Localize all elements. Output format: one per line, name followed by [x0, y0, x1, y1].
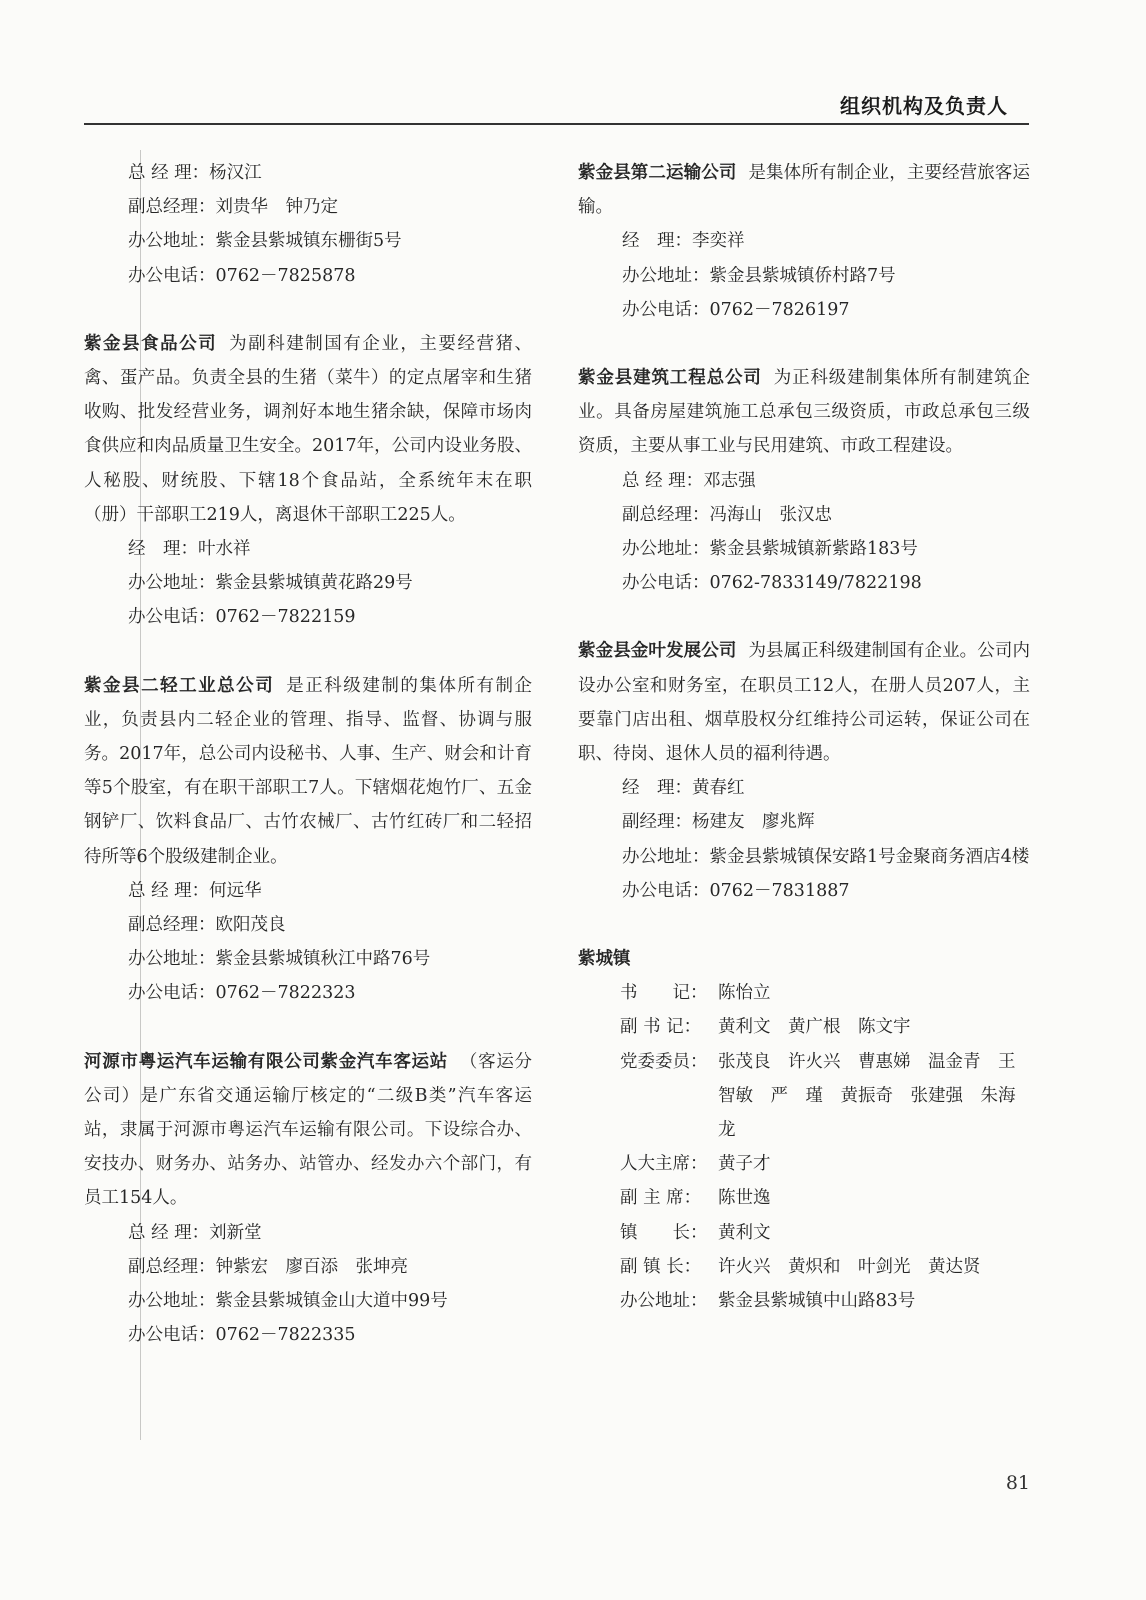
- entry-description: 紫金县第二运输公司 是集体所有制企业，主要经营旅客运输。: [578, 163, 1030, 218]
- field-address: 办公地址：紫金县紫城镇秋江中路76号: [128, 949, 431, 970]
- field-vice-mayors: 副 镇 长： 许火兴 黄炽和 叶剑光 黄达贤: [620, 1256, 981, 1277]
- field-committee-members: 党委委员： 张茂良 许火兴 曹惠娣 温金青 王智敏 严 瑾 黄振奇 张建强 朱海龙: [620, 1051, 1016, 1141]
- entry-second-transport: [578, 156, 1030, 327]
- entry-description: 紫金县食品公司 为副科建制国有企业，主要经营猪、禽、蛋产品。负责全县的生猪（菜牛）的定点屠宰和生猪收购、批发经营业务，调剂好本地生猪余缺，保障市场肉食供应和肉品质量卫生安全。2017年，公司内设业务股、人秘股、财统股、下辖18个食品站，全系统年末在职（册）干部职工219人，离退休干部职工225人。: [84, 333, 533, 525]
- entry-description: 紫金县金叶发展公司 为县属正科级建制国有企业。公司内设办公室和财务室，在职员工12人，在册人员207人，主要靠门店出租、烟草股权分红维持公司运转，保证公司在职、待岗、退休人员的福利待遇。: [578, 641, 1030, 765]
- field-manager: 经 理：黄春红: [622, 778, 745, 799]
- field-address: 办公地址：紫金县紫城镇新紫路183号: [622, 539, 918, 560]
- field-deputy-manager: 副总经理：钟紫宏 廖百添 张坤亮: [128, 1256, 408, 1277]
- field-phone: 办公电话：0762－7822159: [128, 607, 356, 628]
- field-deputy-manager: 副总经理：欧阳茂良: [128, 915, 286, 936]
- field-address: 办公地址：紫金县紫城镇东栅街5号: [128, 231, 402, 252]
- field-general-manager: 总 经 理：何远华: [128, 880, 262, 901]
- left-column: [84, 156, 532, 1353]
- field-address: 办公地址： 紫金县紫城镇中山路83号: [620, 1291, 916, 1312]
- entry-description: 紫金县建筑工程总公司 为正科级建制集体所有制建筑企业。具备房屋建筑施工总承包三级资质，市政总承包三级资质，主要从事工业与民用建筑、市政工程建设。: [578, 368, 1031, 457]
- field-general-manager: 总 经 理：刘新堂: [128, 1222, 262, 1243]
- field-address: 办公地址：紫金县紫城镇金山大道中99号: [128, 1291, 448, 1312]
- entry-name: 紫金县第二运输公司: [578, 163, 737, 183]
- entry-name: 紫金县二轻工业总公司: [84, 675, 275, 696]
- entry-description: 紫金县二轻工业总公司 是正科级建制的集体所有制企业，负责县内二轻企业的管理、指导、监督、协调与服务。2017年，总公司内设秘书、人事、生产、财会和计育等5个股室，有在职干部职工7人。下辖烟花炮竹厂、五金钢铲厂、饮料食品厂、古竹农械厂、古竹红砖厂和二轻招待所等6个股级建制企业。: [84, 675, 533, 867]
- entry-name: 河源市粤运汽车运输有限公司紫金汽车客运站: [84, 1051, 448, 1072]
- field-address: 办公地址：紫金县紫城镇保安路1号金聚商务酒店4楼: [622, 846, 1030, 867]
- field-phone: 办公电话：0762－7826197: [622, 299, 850, 320]
- field-secretary: 书 记： 陈怡立: [620, 983, 771, 1004]
- entry-construction: [578, 361, 1030, 600]
- field-manager: 经 理：叶水祥: [128, 539, 251, 560]
- entry-food-company: [84, 327, 532, 635]
- entry-golden-leaf: [578, 634, 1030, 908]
- header-rule: [84, 123, 1029, 125]
- field-mayor: 镇 长： 黄利文: [620, 1222, 771, 1243]
- field-phone: 办公电话：0762－7822323: [128, 983, 356, 1004]
- field-address: 办公地址：紫金县紫城镇黄花路29号: [128, 573, 413, 594]
- right-column: [578, 156, 1030, 1318]
- field-phone: 办公电话：0762－7822335: [128, 1325, 356, 1346]
- field-vice-chair: 副 主 席： 陈世逸: [620, 1188, 771, 1209]
- field-phone: 办公电话：0762－7825878: [128, 265, 356, 286]
- entry-light-industry: [84, 669, 532, 1011]
- entry-name: 紫金县金叶发展公司: [578, 641, 737, 662]
- page-number: 81: [1005, 1472, 1030, 1494]
- field-general-manager: 总 经 理：邓志强: [622, 470, 756, 491]
- field-deputy-secretary: 副 书 记： 黄利文 黄广根 陈文宇: [620, 1017, 911, 1038]
- field-congress-chair: 人大主席： 黄子才: [620, 1154, 771, 1175]
- entry-name: 紫金县食品公司: [84, 333, 218, 354]
- field-deputy-manager: 副经理：杨建友 廖兆辉: [622, 812, 815, 833]
- field-deputy-manager: 副总经理：冯海山 张汉忠: [622, 504, 832, 525]
- field-manager: 经 理：李奕祥: [622, 231, 745, 252]
- running-header-title: 组织机构及负责人: [840, 94, 1008, 118]
- entry-description: 河源市粤运汽车运输有限公司紫金汽车客运站 （客运分公司）是广东省交通运输厅核定的“二级B类”汽车客运站，隶属于河源市粤运汽车运输有限公司。下设综合办、安技办、财务办、站务办、站管办、经发办六个部门，有员工154人。: [84, 1051, 533, 1209]
- entry-name: 紫金县建筑工程总公司: [578, 368, 762, 389]
- town-name: 紫城镇: [578, 949, 631, 970]
- field-phone: 办公电话：0762－7831887: [622, 880, 850, 901]
- field-phone: 办公电话：0762-7833149/7822198: [622, 573, 922, 594]
- entry-top-fields: [84, 156, 532, 293]
- field-general-manager: 总 经 理：杨汉江: [128, 163, 262, 183]
- entry-bus-station: [84, 1045, 532, 1353]
- entry-zicheng-town: [578, 942, 1030, 1318]
- field-address: 办公地址：紫金县紫城镇侨村路7号: [622, 265, 896, 286]
- field-deputy-manager: 副总经理：刘贵华 钟乃定: [128, 197, 338, 218]
